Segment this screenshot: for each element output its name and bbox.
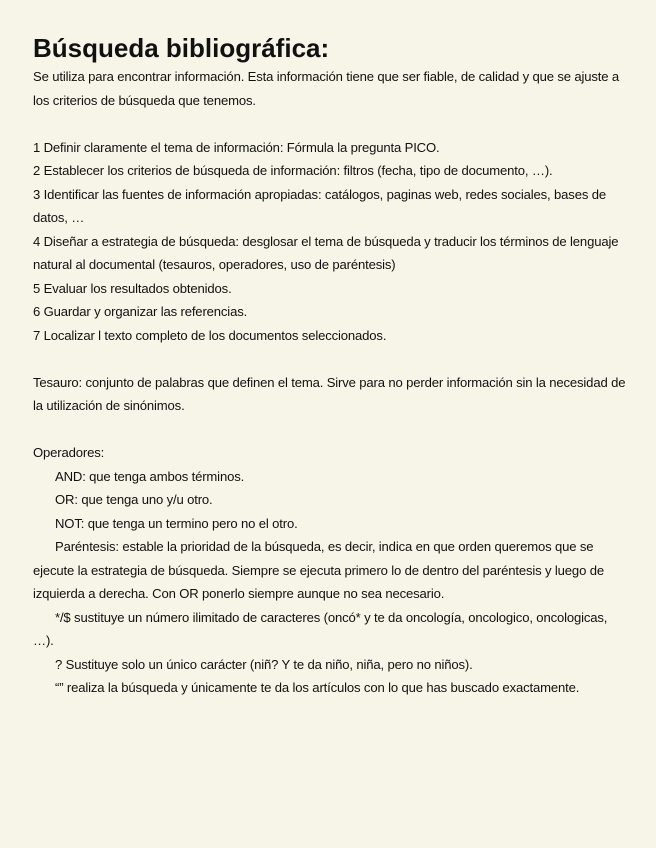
- spacer: [33, 418, 626, 442]
- step-item: 6 Guardar y organizar las referencias.: [33, 304, 248, 319]
- spacer: [33, 112, 626, 136]
- spacer: [33, 347, 626, 371]
- operator-not: NOT: que tenga un termino pero no el otro.: [55, 515, 298, 531]
- document-title: Búsqueda bibliográfica:: [33, 33, 330, 63]
- operator-asterisk: */$ sustituye un número ilimitado de caracteres (oncó* y te da oncología, oncologico, oncologicas, …).: [33, 609, 608, 648]
- operator-parentesis: Paréntesis: estable la prioridad de la búsqueda, es decir, indica en que orden queremos que se ejecute la estrategia de búsqueda. Siempre se ejecuta primero lo de dentro del paréntesis y luego de izquierda a derecha. Con OR ponerlo siempre aunque no sea necesario.: [33, 539, 604, 601]
- step-item: 2 Establecer los criterios de búsqueda de información: filtros (fecha, tipo de documento, …).: [33, 163, 553, 178]
- steps-list: [33, 136, 626, 348]
- operators-section: [33, 441, 626, 700]
- tesauro-paragraph: Tesauro: conjunto de palabras que definen el tema. Sirve para no perder información sin la necesidad de la utilización de sinónimos.: [33, 374, 626, 413]
- operators-heading: Operadores:: [33, 445, 105, 460]
- intro-paragraph: Se utiliza para encontrar información. Esta información tiene que ser fiable, de calidad y que se ajuste a los criterios de búsqueda que tenemos.: [33, 69, 620, 108]
- step-item: 1 Definir claramente el tema de información: Fórmula la pregunta PICO.: [33, 139, 440, 155]
- step-item: 3 Identificar las fuentes de información apropiadas: catálogos, paginas web, redes sociales, bases de datos, …: [33, 186, 606, 225]
- operator-question: ? Sustituye solo un único carácter (niñ? Y te da niño, niña, pero no niños).: [55, 656, 473, 672]
- step-item: 4 Diseñar a estrategia de búsqueda: desglosar el tema de búsqueda y traducir los términos de lenguaje natural al documental (tesauros, operadores, uso de paréntesis): [33, 233, 619, 272]
- operator-quotes: “” realiza la búsqueda y únicamente te da los artículos con lo que has buscado exactamente.: [55, 680, 580, 695]
- step-item: 7 Localizar l texto completo de los documentos seleccionados.: [33, 327, 387, 343]
- operator-or: OR: que tenga uno y/u otro.: [55, 492, 213, 507]
- step-item: 5 Evaluar los resultados obtenidos.: [33, 280, 232, 296]
- operator-and: AND: que tenga ambos términos.: [55, 468, 245, 484]
